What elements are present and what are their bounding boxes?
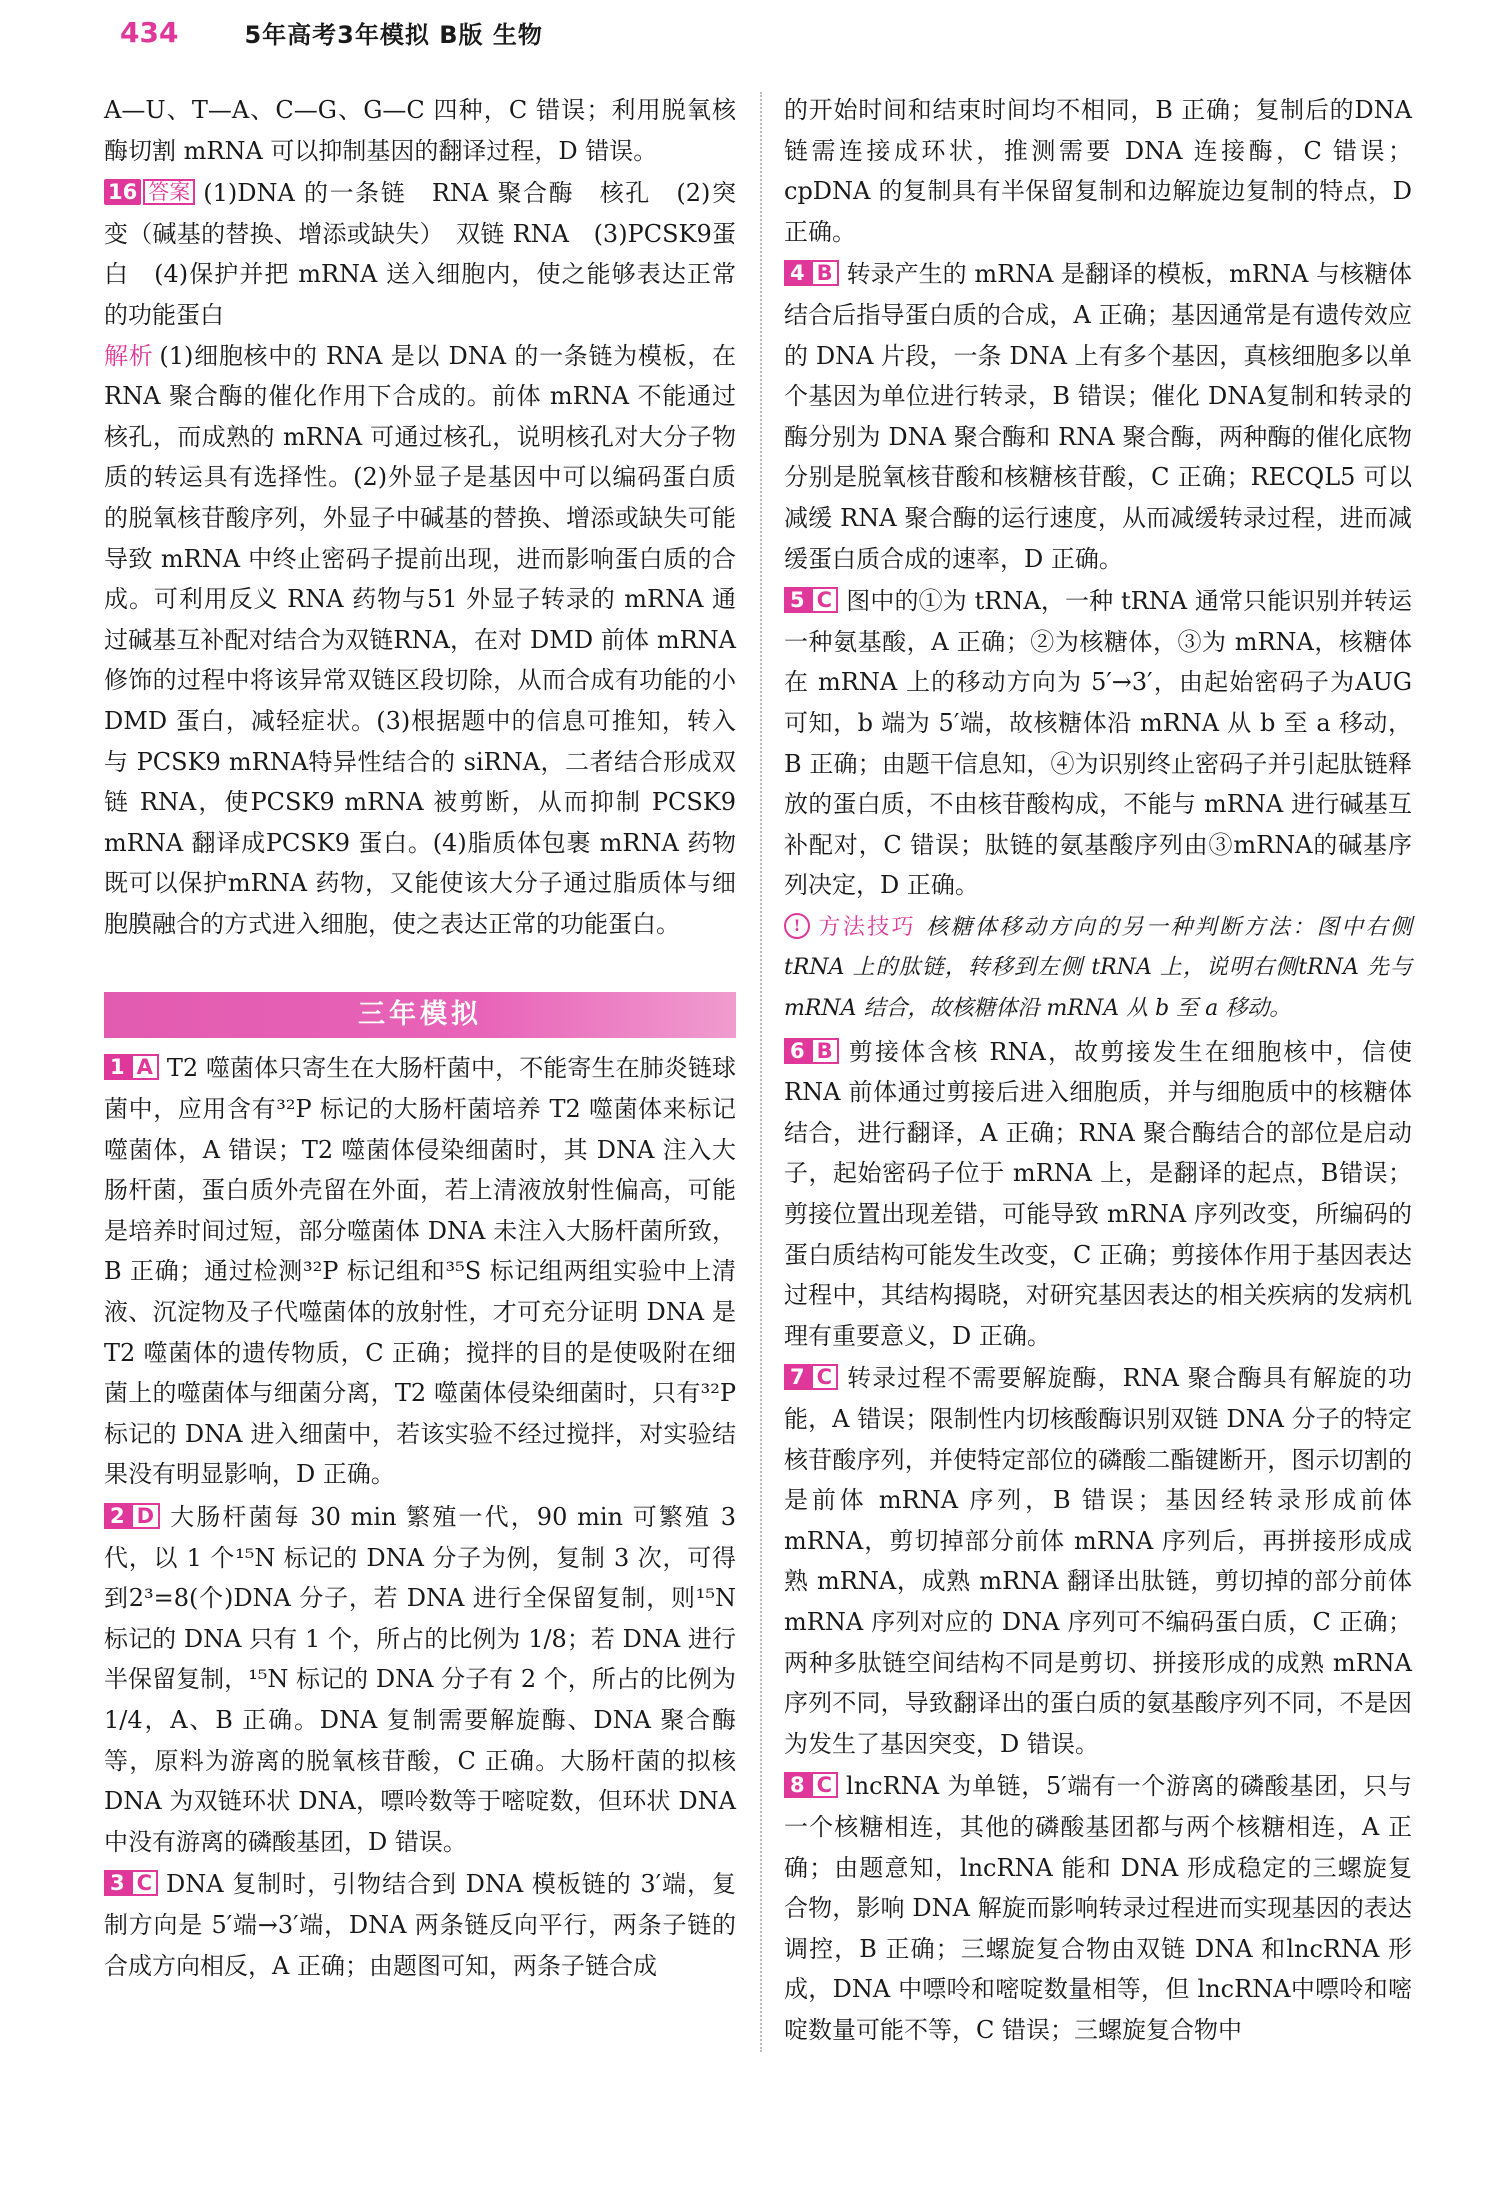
q16-number: 16 bbox=[104, 179, 141, 205]
question-8 bbox=[784, 1766, 1412, 2050]
q3-text: DNA 复制时，引物结合到 DNA 模板链的 3′端，复制方向是 5′端→3′端，DNA 两条链反向平行，两条子链的合成方向相反，A 正确；由题图可知，两条子链合成 bbox=[104, 1870, 736, 1980]
q3-number: 3 bbox=[104, 1870, 131, 1896]
q16-answer-text: (1)DNA 的一条链 RNA 聚合酶 核孔 (2)突变（碱基的替换、增添或缺失） 双链 RNA (3)PCSK9蛋白 (4)保护并把 mRNA 送入细胞内，使之能够表达正常的功能蛋白 bbox=[104, 179, 736, 329]
column-divider bbox=[760, 92, 762, 2052]
q8-answer: C bbox=[811, 1772, 838, 1798]
q4-answer: B bbox=[811, 260, 839, 286]
q6-number: 6 bbox=[784, 1038, 811, 1064]
q5-text: 图中的①为 tRNA，一种 tRNA 通常只能识别并转运一种氨基酸，A 正确；②为核糖体，③为 mRNA，核糖体在 mRNA 上的移动方向为 5′→3′，由起始密码子为AUG 可知，b 端为 5′端，故核糖体沿 mRNA 从 b 至 a 移动，B 正确；由题干信息知，④为识别终止密码子并引起肽链释放的蛋白质，不由核苷酸构成，不能与 mRNA 进行碱基互补配对，C 错误；肽链的氨基酸序列由③mRNA的碱基序列决定，D 正确。 bbox=[784, 587, 1412, 900]
question-4 bbox=[784, 254, 1412, 579]
question-5 bbox=[784, 581, 1412, 906]
question-2 bbox=[104, 1497, 736, 1862]
continued-text: A—U、T—A、C—G、G—C 四种，C 错误；利用脱氧核酶切割 mRNA 可以抑制基因的翻译过程，D 错误。 bbox=[104, 96, 736, 165]
q8-text: lncRNA 为单链，5′端有一个游离的磷酸基团，只与一个核糖相连，其他的磷酸基团都与两个核糖相连，A 正确；由题意知，lncRNA 能和 DNA 形成稳定的三螺旋复合物，影响 DNA 解旋而影响转录过程进而实现基因的表达调控，B 正确；三螺旋复合物由双链 DNA 和lncRNA 形成，DNA 中嘌呤和嘧啶数量相等，但 lncRNA中嘌呤和嘧啶数量可能不等，C 错误；三螺旋复合物中 bbox=[784, 1772, 1412, 2044]
q7-number: 7 bbox=[784, 1364, 811, 1390]
question-3 bbox=[104, 1864, 736, 1986]
question-6 bbox=[784, 1032, 1412, 1357]
q16-answer-label: 答案 bbox=[143, 179, 195, 205]
left-column bbox=[104, 90, 736, 1988]
tip-label: 方法技巧 bbox=[816, 914, 917, 940]
q2-answer: D bbox=[131, 1503, 160, 1529]
right-column bbox=[784, 90, 1412, 2053]
page-header bbox=[120, 12, 543, 52]
section-banner: 三年模拟 bbox=[104, 992, 736, 1038]
info-icon: ! bbox=[784, 913, 810, 939]
page-number: 434 bbox=[120, 15, 179, 49]
question-7 bbox=[784, 1358, 1412, 1764]
q16-analysis-text: (1)细胞核中的 RNA 是以 DNA 的一条链为模板，在 RNA 聚合酶的催化作用下合成的。前体 mRNA 不能通过核孔，而成熟的 mRNA 可通过核孔，说明核孔对大分子物质的转运具有选择性。(2)外显子是基因中可以编码蛋白质的脱氧核苷酸序列，外显子中碱基的替换、增添或缺失可能导致 mRNA 中终止密码子提前出现，进而影响蛋白质的合成。可利用反义 RNA 药物与51 外显子转录的 mRNA 通过碱基互补配对结合为双链RNA，在对 DMD 前体 mRNA 修饰的过程中将该异常双链区段切除，从而合成有功能的小 DMD 蛋白，减轻症状。(3)根据题中的信息可推知，转入与 PCSK9 mRNA特异性结合的 siRNA，二者结合形成双链 RNA，使PCSK9 mRNA 被剪断，从而抑制 PCSK9 mRNA 翻译成PCSK9 蛋白。(4)脂质体包裹 mRNA 药物既可以保护mRNA 药物，又能使该大分子通过脂质体与细胞膜融合的方式进入细胞，使之表达正常的功能蛋白。 bbox=[104, 341, 736, 938]
q7-text: 转录过程不需要解旋酶，RNA 聚合酶具有解旋的功能，A 错误；限制性内切核酸酶识别双链 DNA 分子的特定核苷酸序列，并使特定部位的磷酸二酯键断开，图示切割的是前体 mRNA 序列，B 错误；基因经转录形成前体 mRNA，剪切掉部分前体 mRNA 序列后，再拼接形成成熟 mRNA，成熟 mRNA 翻译出肽链，剪切掉的部分前体 mRNA 序列对应的 DNA 序列可不编码蛋白质，C 正确；两种多肽链空间结构不同是剪切、拼接形成的成熟 mRNA 序列不同，导致翻译出的蛋白质的氨基酸序列不同，不是因为发生了基因突变，D 错误。 bbox=[784, 1364, 1412, 1758]
question-16 bbox=[104, 173, 736, 944]
q1-answer: A bbox=[131, 1054, 159, 1080]
q4-text: 转录产生的 mRNA 是翻译的模板，mRNA 与核糖体结合后指导蛋白质的合成，A 正确；基因通常是有遗传效应的 DNA 片段，一条 DNA 上有多个基因，真核细胞多以单个基因为单位进行转录，B 错误；催化 DNA复制和转录的酶分别为 DNA 聚合酶和 RNA 聚合酶，两种酶的催化底物分别是脱氧核苷酸和核糖核苷酸，C 正确；RECQL5 可以减缓 RNA 聚合酶的运行速度，从而减缓转录过程，进而减缓蛋白质合成的速率，D 正确。 bbox=[784, 260, 1412, 573]
q1-number: 1 bbox=[104, 1054, 131, 1080]
q6-text: 剪接体含核 RNA，故剪接发生在细胞核中，信使RNA 前体通过剪接后进入细胞质，并与细胞质中的核糖体结合，进行翻译，A 正确；RNA 聚合酶结合的部位是启动子，起始密码子位于 mRNA 上，是翻译的起点，B错误；剪接位置出现差错，可能导致 mRNA 序列改变，所编码的蛋白质结构可能发生改变，C 正确；剪接体作用于基因表达过程中，其结构揭晓，对研究基因表达的相关疾病的发病机理有重要意义，D 正确。 bbox=[784, 1037, 1412, 1350]
q8-number: 8 bbox=[784, 1772, 811, 1798]
book-title: 5年高考3年模拟 B版 生物 bbox=[244, 20, 543, 49]
tip-text: 核糖体移动方向的另一种判断方法：图中右侧 tRNA 上的肽链，转移到左侧 tRNA 上，说明右侧tRNA 先与 mRNA 结合，故核糖体沿 mRNA 从 b 至 a 移动。 bbox=[784, 914, 1412, 1022]
q16-analysis-label: 解析 bbox=[104, 341, 154, 370]
method-tip bbox=[784, 908, 1412, 1030]
q16-analysis bbox=[104, 336, 736, 945]
q5-answer: C bbox=[811, 587, 838, 613]
q4-number: 4 bbox=[784, 260, 811, 286]
q3-answer: C bbox=[131, 1870, 158, 1896]
q2-number: 2 bbox=[104, 1503, 131, 1529]
q1-text: T2 噬菌体只寄生在大肠杆菌中，不能寄生在肺炎链球菌中，应用含有³²P 标记的大肠杆菌培养 T2 噬菌体来标记噬菌体，A 错误；T2 噬菌体侵染细菌时，其 DNA 注入大肠杆菌，蛋白质外壳留在外面，若上清液放射性偏高，可能是培养时间过短，部分噬菌体 DNA 未注入大肠杆菌所致，B 正确；通过检测³²P 标记组和³⁵S 标记组两组实验中上清液、沉淀物及子代噬菌体的放射性，才可充分证明 DNA 是 T2 噬菌体的遗传物质，C 正确；搅拌的目的是使吸附在细菌上的噬菌体与细菌分离，T2 噬菌体侵染细菌时，只有³²P 标记的 DNA 进入细菌中，若该实验不经过搅拌，对实验结果没有明显影响，D 正确。 bbox=[104, 1054, 736, 1489]
q6-answer: B bbox=[811, 1038, 839, 1064]
q16-answer bbox=[104, 173, 736, 335]
q2-text: 大肠杆菌每 30 min 繁殖一代，90 min 可繁殖 3代，以 1 个¹⁵N 标记的 DNA 分子为例，复制 3 次，可得到2³=8(个)DNA 分子，若 DNA 进行全保留复制，则¹⁵N 标记的 DNA 只有 1 个，所占的比例为 1/8；若 DNA 进行半保留复制，¹⁵N 标记的 DNA 分子有 2 个，所占的比例为1/4，A、B 正确。DNA 复制需要解旋酶、DNA 聚合酶等，原料为游离的脱氧核苷酸，C 正确。大肠杆菌的拟核DNA 为双链环状 DNA，嘌呤数等于嘧啶数，但环状 DNA中没有游离的磷酸基团，D 错误。 bbox=[104, 1503, 736, 1856]
question-1 bbox=[104, 1048, 736, 1495]
continued-text-right: 的开始时间和结束时间均不相同，B 正确；复制后的DNA 链需连接成环状，推测需要 DNA 连接酶，C 错误；cpDNA 的复制具有半保留复制和边解旋边复制的特点，D 正确。 bbox=[784, 96, 1412, 246]
q5-number: 5 bbox=[784, 587, 811, 613]
q7-answer: C bbox=[811, 1364, 838, 1390]
